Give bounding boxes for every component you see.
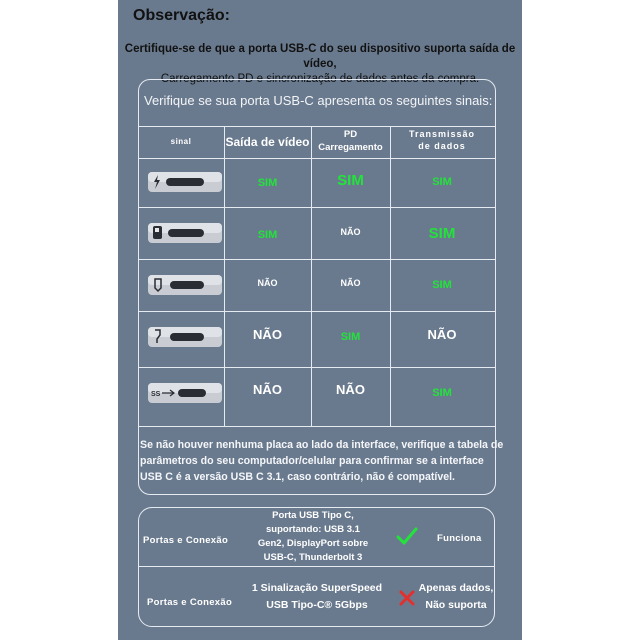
header-pd-line2: Carregamento <box>318 142 383 153</box>
notice-line-1: Certifique-se de que a porta USB-C do seu dispositivo suporta saída de vídeo, <box>124 43 516 70</box>
superspeed-usb-icon <box>148 382 222 404</box>
row5-video: NÃO <box>253 382 282 397</box>
compat-row1-desc-line4: USB-C, Thunderbolt 3 <box>263 552 363 563</box>
compat-row2-result-line1: Apenas dados, <box>418 582 494 594</box>
header-data <box>390 128 494 152</box>
table-intro: Verifique se sua porta USB-C apresenta os seguintes sinais: <box>144 93 493 108</box>
compat-row2-result-line2: Não suporta <box>425 599 487 611</box>
row5-data: SIM <box>432 387 452 399</box>
row1-pd: SIM <box>337 172 364 189</box>
row3-video: NÃO <box>257 278 278 288</box>
compat-row2-label: Portas e Conexão <box>147 597 233 608</box>
compat-row1-desc-line1: Porta USB Tipo C, <box>272 510 354 521</box>
page-title: Observação: <box>133 7 230 24</box>
compat-row1-label: Portas e Conexão <box>143 535 229 546</box>
header-signal: sinal <box>170 137 192 146</box>
notice-line-2: Carregamento PD e sincronização de dados antes da compra. <box>160 73 480 85</box>
lightning-icon <box>148 171 222 193</box>
row2-pd: NÃO <box>340 227 361 237</box>
compat-row1-desc-line3: Gen2, DisplayPort sobre <box>257 538 369 549</box>
displayport-icon <box>148 274 222 296</box>
compat-row2-desc <box>244 580 390 614</box>
row1-video: SIM <box>257 177 278 189</box>
row5-pd: NÃO <box>336 382 365 397</box>
row2-data: SIM <box>428 225 456 242</box>
ss-label: SS <box>151 391 161 398</box>
usb-charge-icon <box>148 326 222 348</box>
row4-data: NÃO <box>427 327 457 342</box>
compat-row1-result: Funciona <box>437 533 482 544</box>
check-icon <box>396 526 418 546</box>
compat-row1-desc-line2: suportando: USB 3.1 <box>266 524 360 535</box>
header-data-line1: Transmissão <box>408 129 476 139</box>
row2-video: SIM <box>257 229 278 241</box>
row4-video: NÃO <box>253 327 282 342</box>
power-delivery-icon <box>148 222 222 244</box>
header-pd-line1: PD <box>343 129 358 140</box>
compat-row2-result <box>414 580 498 614</box>
row1-data: SIM <box>432 176 452 188</box>
header-video: Saída de vídeo <box>225 135 310 149</box>
compatibility-note: Se não houver nenhuma placa ao lado da interface, verifique a tabela de parâmetros do seu computador/celular para confirmar se a interface USB C é a versão USB C 3.1, caso contrário, não é compatível. <box>140 439 504 483</box>
header-pd <box>311 128 390 154</box>
compat-row1-desc <box>248 509 378 565</box>
row4-pd: SIM <box>340 331 361 343</box>
row3-data: SIM <box>432 279 452 291</box>
compat-row2-desc-line2: USB Tipo-C® 5Gbps <box>266 599 368 611</box>
header-data-line2: de dados <box>418 141 466 151</box>
compat-row2-desc-line1: 1 Sinalização SuperSpeed <box>251 582 383 594</box>
row3-pd: NÃO <box>340 278 361 288</box>
